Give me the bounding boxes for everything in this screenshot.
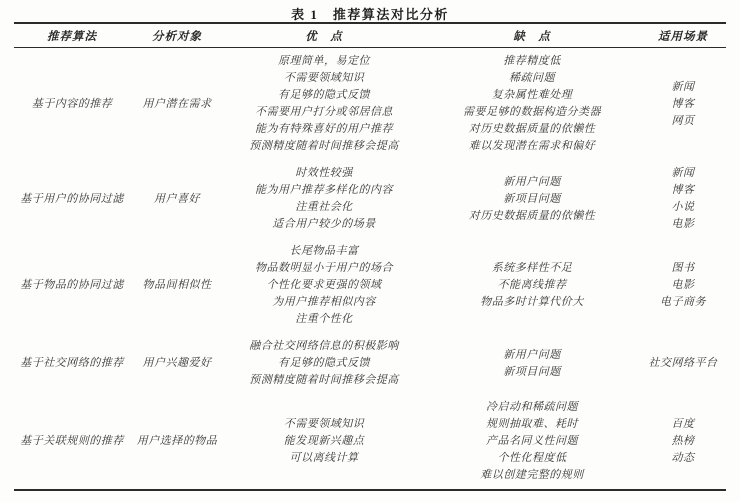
table-title: 表 1 推荐算法对比分析 <box>291 7 449 22</box>
table-body <box>14 48 726 489</box>
cell-pros-line: 不需要领域知识 <box>283 72 365 84</box>
cell-pros <box>224 53 424 155</box>
cell-cons <box>424 174 640 225</box>
cell-scenarios-line: 百度 <box>671 418 695 430</box>
cell-scenarios-line: 小说 <box>671 201 695 213</box>
cell-cons-line: 新用户问题 <box>503 175 561 188</box>
table-header-row <box>14 24 726 48</box>
cell-algorithm-line: 基于用户的协同过滤 <box>20 192 124 205</box>
cell-scenarios <box>640 416 726 467</box>
cell-cons-line: 个性化程度低 <box>497 452 567 464</box>
cell-pros-line: 能为用户推荐多样化的内容 <box>255 184 393 196</box>
cell-analysis-object <box>130 277 224 294</box>
cell-cons-line: 新用户问题 <box>503 348 561 361</box>
cell-cons-line: 对历史数据质量的依懒性 <box>468 123 596 135</box>
cell-analysis-object-line: 用户兴趣爱好 <box>142 357 212 369</box>
cell-scenarios-line: 网页 <box>671 114 695 127</box>
table-row <box>14 48 726 160</box>
cell-pros-line: 长尾物品丰富 <box>289 245 359 257</box>
cell-analysis-object <box>130 433 224 450</box>
cell-scenarios-line: 社交网络平台 <box>648 357 718 369</box>
cell-analysis-object-line: 用户潜在需求 <box>142 97 212 110</box>
cell-analysis-object <box>130 96 224 113</box>
cell-pros-line: 为用户推荐相似内容 <box>272 296 376 308</box>
cell-scenarios-line: 电影 <box>671 218 695 230</box>
cell-pros-line: 原理简单，易定位 <box>278 55 370 67</box>
cell-pros <box>224 338 424 389</box>
cell-algorithm <box>14 355 130 372</box>
cell-cons-line: 规则抽取难、耗时 <box>486 418 578 430</box>
cell-cons-line: 难以发现潜在需求和偏好 <box>468 140 596 152</box>
cell-pros-line: 不需要领域知识 <box>283 418 365 430</box>
cell-cons-line: 对历史数据质量的依懒性 <box>468 209 596 222</box>
table-row <box>14 394 726 489</box>
cell-algorithm-line: 基于内容的推荐 <box>31 97 113 110</box>
cell-pros-line: 物品数明显小于用户的场合 <box>255 262 393 274</box>
cell-cons-line: 冷启动和稀疏问题 <box>486 401 578 413</box>
table-row <box>14 238 726 333</box>
cell-cons <box>424 53 640 155</box>
cell-cons <box>424 399 640 484</box>
cell-analysis-object-line: 物品间相似性 <box>142 279 212 291</box>
header-cons: 缺 点 <box>513 30 551 43</box>
cell-pros-line: 预测精度随着时间推移会提高 <box>249 374 399 386</box>
cell-cons <box>424 260 640 311</box>
cell-pros-line: 能为有特殊喜好的用户推荐 <box>255 123 393 135</box>
cell-cons-line: 新项目问题 <box>503 365 561 378</box>
cell-pros <box>224 416 424 467</box>
header-scenarios: 适用场景 <box>658 30 708 43</box>
cell-cons <box>424 347 640 381</box>
comparison-table <box>14 22 726 491</box>
cell-scenarios-line: 博客 <box>671 97 695 110</box>
cell-pros-line: 预测精度随着时间推移会提高 <box>249 140 399 152</box>
cell-scenarios <box>640 260 726 311</box>
cell-pros-line: 注重个性化 <box>295 313 353 325</box>
cell-pros-line: 不需要用户打分或邻居信息 <box>255 106 393 118</box>
cell-pros-line: 有足够的隐式反馈 <box>278 89 370 101</box>
cell-pros <box>224 165 424 233</box>
table-row <box>14 160 726 238</box>
cell-pros-line: 适合用户较少的场景 <box>272 218 376 230</box>
cell-cons-line: 难以创建完整的规则 <box>480 469 584 481</box>
cell-cons-line: 系统多样性不足 <box>491 262 573 274</box>
header-pros: 优 点 <box>305 30 343 43</box>
cell-algorithm <box>14 191 130 208</box>
cell-pros-line: 有足够的隐式反馈 <box>278 357 370 369</box>
cell-analysis-object <box>130 191 224 208</box>
cell-scenarios <box>640 165 726 233</box>
cell-cons-line: 不能离线推荐 <box>497 279 567 291</box>
cell-pros-line: 注重社会化 <box>295 201 353 213</box>
cell-algorithm <box>14 277 130 294</box>
cell-scenarios-line: 新闻 <box>671 80 695 93</box>
cell-analysis-object-line: 用户选择的物品 <box>136 435 218 447</box>
cell-pros-line: 能发现新兴趣点 <box>283 435 365 447</box>
table-row <box>14 333 726 394</box>
header-analysis-object: 分析对象 <box>152 30 202 43</box>
cell-pros-line: 个性化要求更强的领域 <box>266 279 382 291</box>
cell-algorithm <box>14 96 130 113</box>
cell-algorithm <box>14 433 130 450</box>
cell-scenarios-line: 新闻 <box>671 167 695 179</box>
cell-scenarios-line: 电子商务 <box>660 296 706 308</box>
cell-scenarios <box>640 355 726 372</box>
cell-cons-line: 需要足够的数据构造分类器 <box>463 106 601 118</box>
cell-scenarios-line: 图书 <box>671 262 695 274</box>
cell-algorithm-line: 基于物品的协同过滤 <box>20 279 124 291</box>
cell-pros-line: 可以离线计算 <box>289 452 359 464</box>
header-algorithm: 推荐算法 <box>47 30 97 43</box>
cell-scenarios-line: 热榜 <box>671 435 695 447</box>
cell-analysis-object <box>130 355 224 372</box>
cell-scenarios <box>640 79 726 130</box>
cell-cons-line: 复杂属性难处理 <box>491 89 573 101</box>
cell-algorithm-line: 基于社交网络的推荐 <box>20 357 124 369</box>
cell-cons-line: 稀疏问题 <box>509 72 555 84</box>
cell-scenarios-line: 电影 <box>671 279 695 291</box>
cell-cons-line: 物品多时计算代价大 <box>480 296 584 308</box>
cell-cons-line: 推荐精度低 <box>503 55 561 67</box>
cell-algorithm-line: 基于关联规则的推荐 <box>20 435 124 447</box>
cell-scenarios-line: 博客 <box>671 184 695 196</box>
cell-pros-line: 融合社交网络信息的积极影响 <box>249 340 399 352</box>
cell-cons-line: 产品名同义性问题 <box>486 435 578 447</box>
cell-pros-line: 时效性较强 <box>295 167 353 179</box>
cell-scenarios-line: 动态 <box>671 452 695 464</box>
cell-pros <box>224 243 424 328</box>
cell-cons-line: 新项目问题 <box>503 192 561 205</box>
cell-analysis-object-line: 用户喜好 <box>154 192 200 205</box>
